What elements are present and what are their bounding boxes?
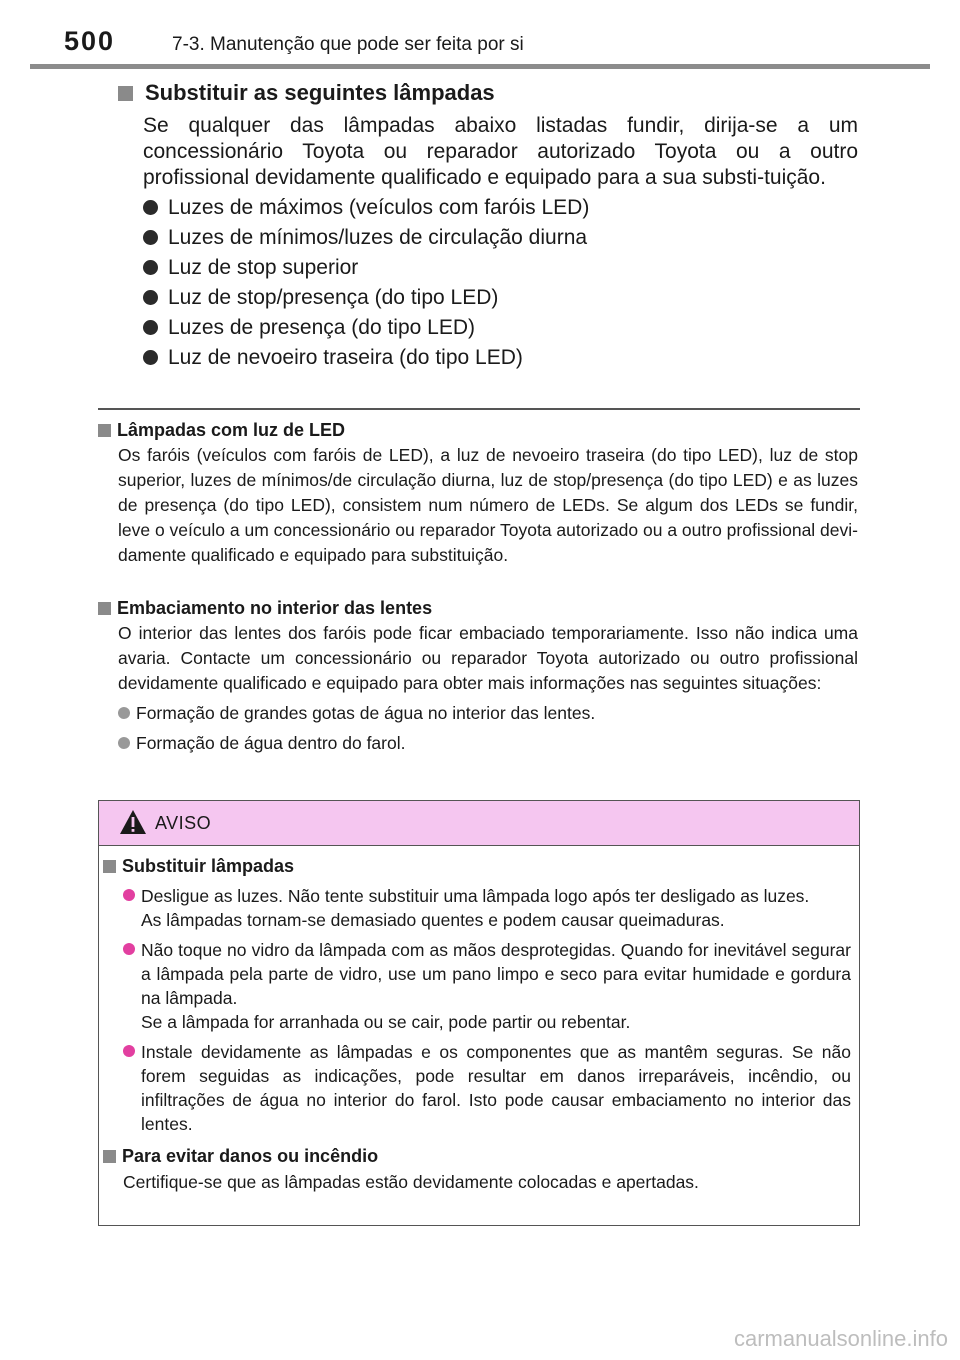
section-text: Os faróis (veículos com faróis de LED), a luz de nevoeiro traseira (do tipo LED), luz de stop superior, luzes de mínimos/de circulação diurna, luz de stop/presença (do tipo LED) e as luzes de presença (do tipo LED), consistem num número de LEDs. Se algum dos LEDs se fundir, leve o veículo a um concessionário ou reparador Toyota autorizado ou a outro profissional devi-damente qualificado e equipado para substituição. [118, 445, 858, 565]
bullet-dot-icon [123, 943, 135, 955]
bullet-dot-icon [143, 200, 158, 215]
warning-text: Certifique-se que as lâmpadas estão devidamente colocadas e apertadas. [123, 1172, 699, 1192]
warning-list [123, 884, 851, 1136]
warning-triangle-icon [119, 809, 147, 835]
warning-subheading: Para evitar danos ou incêndio [123, 1144, 851, 1168]
square-bullet-icon [98, 602, 111, 615]
list-item: Desligue as luzes. Não tente substituir uma lâmpada logo após ter desligado as luzes. As lâmpadas tornam-se demasiado quentes e podem causar queimaduras. [123, 884, 851, 932]
bulb-list [118, 195, 858, 371]
list-item: Luzes de presença (do tipo LED) [143, 315, 858, 341]
section-divider [98, 408, 860, 410]
list-item: Instale devidamente as lâmpadas e os componentes que as mantêm seguras. Se não forem seguidas as indicações, pode resultar em danos irreparáveis, incêndio, ou infiltrações de água no interior do farol. Isto pode causar embaciamento no interior das lentes. [123, 1040, 851, 1136]
square-bullet-icon [98, 424, 111, 437]
section-led-bulbs [118, 418, 858, 568]
warning-header [99, 801, 859, 846]
list-item: Formação de grandes gotas de água no interior das lentes. [118, 701, 858, 726]
warning-subheading: Substituir lâmpadas [123, 854, 851, 878]
section-heading [118, 78, 858, 108]
warning-box [98, 800, 860, 1226]
list-item: Luz de nevoeiro traseira (do tipo LED) [143, 345, 858, 371]
section-heading [118, 596, 858, 621]
list-item: Não toque no vidro da lâmpada com as mãos desprotegidas. Quando for inevitável segurar a lâmpada pela parte de vidro, use um pano limpo e seco para evitar humidade e gordura na lâmpada. Se a lâmpada for arranhada ou se cair, pode partir ou rebentar. [123, 938, 851, 1034]
bullet-dot-icon [123, 1045, 135, 1057]
list-item: Luzes de mínimos/luzes de circulação diurna [143, 225, 858, 251]
bullet-dot-icon [143, 230, 158, 245]
warning-body [99, 846, 859, 1194]
list-item: Luz de stop superior [143, 255, 858, 281]
fogging-list [118, 701, 858, 756]
section-title: Lâmpadas com luz de LED [117, 420, 346, 440]
header-rule [30, 64, 930, 69]
bullet-dot-icon [143, 290, 158, 305]
list-item: Luzes de máximos (veículos com faróis LED) [143, 195, 858, 221]
bullet-dot-icon [143, 260, 158, 275]
section-title: Substituir as seguintes lâmpadas [145, 80, 495, 105]
page-number: 500 [64, 26, 116, 56]
bullet-dot-icon [143, 350, 158, 365]
chapter-title: 7-3. Manutenção que pode ser feita por si [172, 34, 524, 55]
section-text: O interior das lentes dos faróis pode ficar embaciado temporariamente. Isso não indica uma avaria. Contacte um concessionário ou reparador Toyota autorizado ou outro profissional devidamente qualificado e equipado para obter mais informações nas seguintes situações: [118, 623, 858, 693]
square-bullet-icon [118, 86, 133, 101]
bullet-dot-icon [143, 320, 158, 335]
warning-title: AVISO [155, 813, 212, 833]
section-text: Se qualquer das lâmpadas abaixo listadas fundir, dirija-se a um concessionário Toyota ou reparador autorizado Toyota ou a outro profissional devidamente qualificado e equipado para a sua substi-tuição. [143, 114, 858, 189]
square-bullet-icon [103, 1150, 116, 1163]
page-header [30, 26, 930, 60]
list-item: Formação de água dentro do farol. [118, 731, 858, 756]
bullet-dot-icon [118, 707, 130, 719]
square-bullet-icon [103, 860, 116, 873]
bullet-dot-icon [123, 889, 135, 901]
bullet-dot-icon [118, 737, 130, 749]
section-title: Embaciamento no interior das lentes [117, 598, 433, 618]
watermark: carmanualsonline.info [733, 1326, 948, 1351]
section-heading [118, 418, 858, 443]
list-item: Luz de stop/presença (do tipo LED) [143, 285, 858, 311]
section-replace-bulbs [118, 78, 858, 371]
section-lens-fogging [118, 596, 858, 756]
